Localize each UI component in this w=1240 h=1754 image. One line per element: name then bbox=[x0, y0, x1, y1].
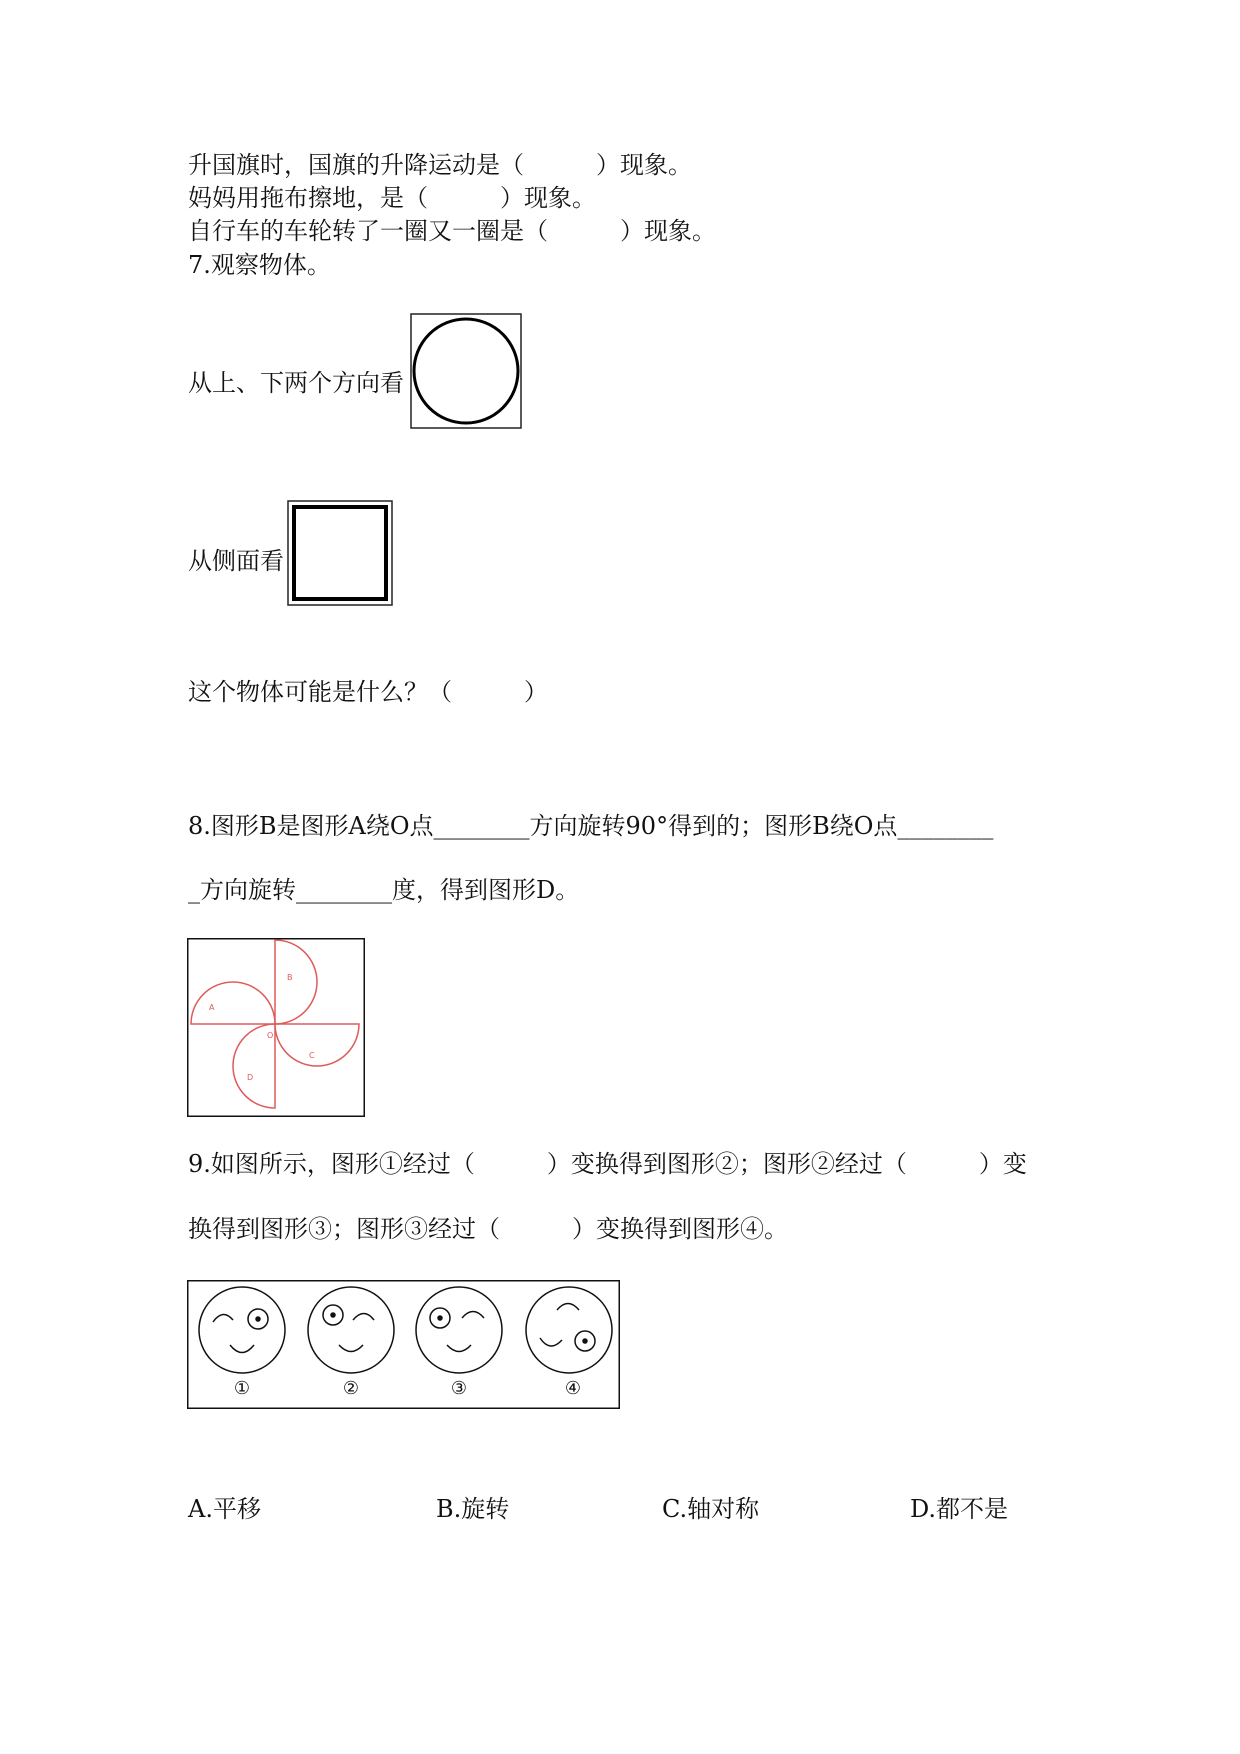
face-label-1: ① bbox=[233, 1378, 251, 1399]
q9-line-2: 换得到图形③；图形③经过（ ）变换得到图形④。 bbox=[188, 1215, 788, 1243]
option-a[interactable]: A.平移 bbox=[188, 1495, 261, 1523]
rotation-figure bbox=[187, 938, 365, 1117]
face-label-2: ② bbox=[342, 1378, 360, 1399]
label-b: B bbox=[287, 973, 293, 982]
q7-top-view-label: 从上、下两个方向看 bbox=[188, 369, 404, 397]
face-label-4: ④ bbox=[564, 1378, 582, 1399]
q6-line-3: 自行车的车轮转了一圈又一圈是（ ）现象。 bbox=[188, 217, 716, 245]
option-c[interactable]: C.轴对称 bbox=[662, 1495, 760, 1523]
face-4 bbox=[526, 1287, 612, 1373]
face-label-3: ③ bbox=[450, 1378, 468, 1399]
square-view-figure bbox=[287, 500, 393, 606]
label-a: A bbox=[209, 1003, 215, 1012]
shape-a bbox=[191, 982, 275, 1024]
label-d: D bbox=[247, 1073, 254, 1082]
q7-question: 这个物体可能是什么？（ ） bbox=[188, 678, 548, 706]
option-b[interactable]: B.旋转 bbox=[436, 1495, 510, 1523]
option-d[interactable]: D.都不是 bbox=[910, 1495, 1009, 1523]
face-1 bbox=[199, 1287, 285, 1373]
q7-side-view-label: 从侧面看 bbox=[188, 547, 284, 575]
label-c: C bbox=[309, 1051, 315, 1060]
face-3 bbox=[416, 1287, 502, 1373]
q8-line-2: _方向旋转________度，得到图形D。 bbox=[188, 876, 580, 904]
q9-line-1: 9.如图所示，图形①经过（ ）变换得到图形②；图形②经过（ ）变 bbox=[188, 1150, 1027, 1178]
q7-title: 7.观察物体。 bbox=[188, 251, 331, 279]
shape-c bbox=[275, 1024, 359, 1066]
q8-line-1: 8.图形B是图形A绕O点________方向旋转90°得到的；图形B绕O点________ bbox=[188, 812, 994, 840]
shape-b bbox=[275, 940, 317, 1024]
q6-line-1: 升国旗时，国旗的升降运动是（ ）现象。 bbox=[188, 151, 692, 179]
q6-line-2: 妈妈用拖布擦地，是（ ）现象。 bbox=[188, 184, 596, 212]
circle-view-figure bbox=[410, 313, 522, 429]
faces-figure bbox=[187, 1280, 620, 1409]
face-2 bbox=[308, 1287, 394, 1373]
label-o: O bbox=[267, 1031, 274, 1040]
